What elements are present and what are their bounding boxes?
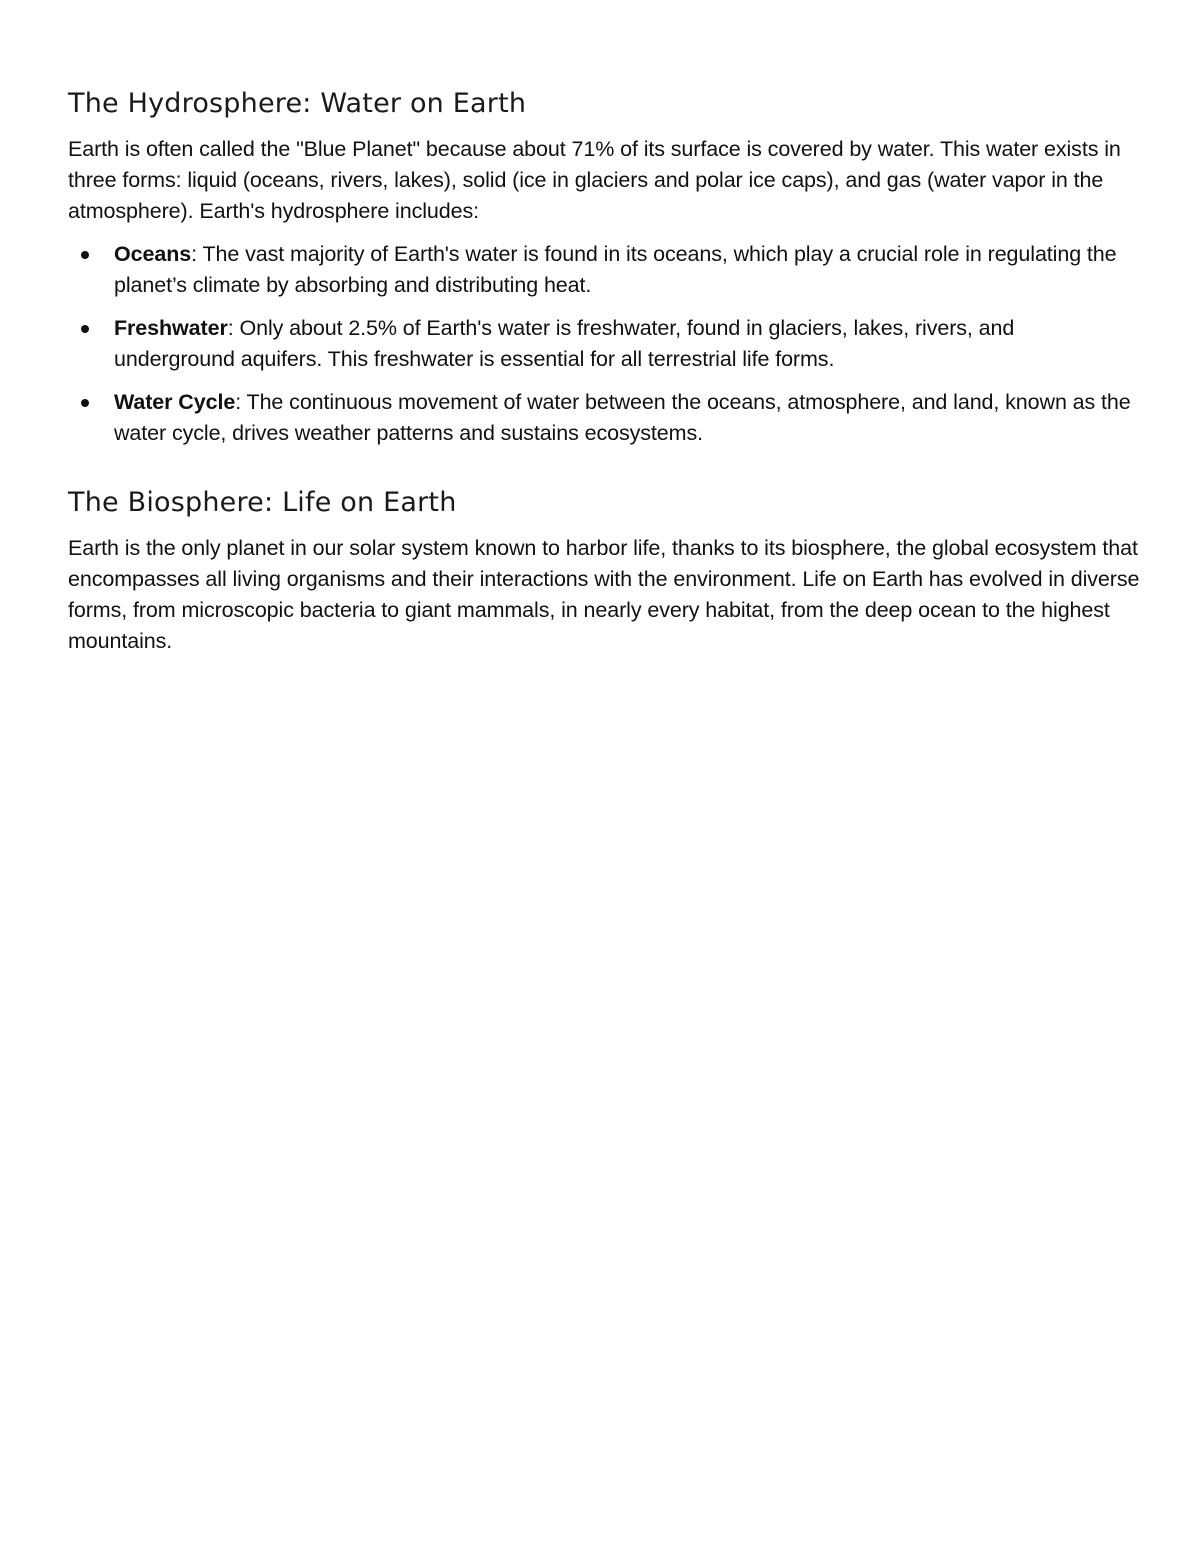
document-page xyxy=(68,86,1140,669)
list-item-term: Freshwater xyxy=(114,316,228,340)
list-item-oceans xyxy=(68,239,1140,301)
list-item-text: : The vast majority of Earth's water is found in its oceans, which play a crucial role in regulating the planet’s climate by absorbing and distributing heat. xyxy=(114,242,1117,297)
hydrosphere-list xyxy=(68,239,1140,449)
hydrosphere-heading: The Hydrosphere: Water on Earth xyxy=(68,88,527,119)
list-item-term: Water Cycle xyxy=(114,390,236,414)
bullet-icon xyxy=(81,251,89,259)
bullet-icon xyxy=(81,399,89,407)
list-item-text: : Only about 2.5% of Earth's water is freshwater, found in glaciers, lakes, rivers, and underground aquifers. This freshwater is essential for all terrestrial life forms. xyxy=(114,316,1015,371)
list-item-text: : The continuous movement of water between the oceans, atmosphere, and land, known as the water cycle, drives weather patterns and sustains ecosystems. xyxy=(114,390,1131,445)
biosphere-body: Earth is the only planet in our solar system known to harbor life, thanks to its biosphere, the global ecosystem that encompasses all living organisms and their interactions with the environment. Life on Earth has evolved in diverse forms, from microscopic bacteria to giant mammals, in nearly every habitat, from the deep ocean to the highest mountains. xyxy=(68,536,1140,653)
list-item-freshwater xyxy=(68,313,1140,375)
list-item-term: Oceans xyxy=(114,242,192,266)
hydrosphere-intro: Earth is often called the "Blue Planet" because about 71% of its surface is covered by water. This water exists in three forms: liquid (oceans, rivers, lakes), solid (ice in glaciers and polar ice caps), and gas (water vapor in the atmosphere). Earth's hydrosphere includes: xyxy=(68,137,1121,223)
list-item-water-cycle xyxy=(68,387,1140,449)
biosphere-heading: The Biosphere: Life on Earth xyxy=(68,487,457,518)
bullet-icon xyxy=(81,325,89,333)
